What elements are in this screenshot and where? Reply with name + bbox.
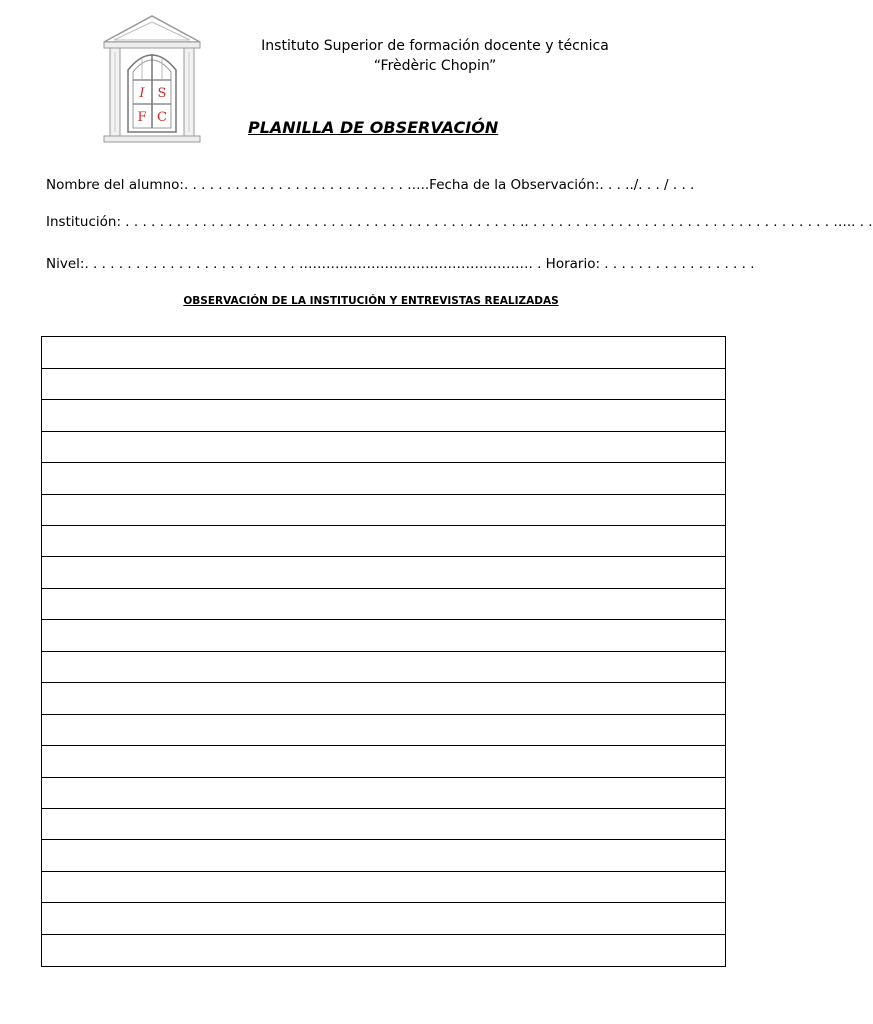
institute-logo: [100, 14, 204, 146]
table-row-line: [42, 682, 725, 683]
logo-letter-i: I: [139, 86, 145, 101]
institution-field[interactable]: Institución: . . . . . . . . . . . . . . . . . . . . . . . . . . . . . . . . . . . . . . . . . . . . . . .. . . . . . . . . . . . . . . . . . . . . . . . . . . . . . . . . . . . ….. . .: [46, 214, 873, 230]
table-row-line: [42, 399, 725, 400]
level-and-schedule-field[interactable]: Nivel:. . . . . . . . . . . . . . . . . . . . . . . . . ……………………………………………. . Horario: . . . . . . . . . . . . . . . . . .: [46, 256, 755, 272]
section-title: OBSERVACIÓN DE LA INSTITUCIÓN Y ENTREVISTAS REALIZADAS: [183, 295, 559, 307]
table-row-line: [42, 431, 725, 432]
institute-subtitle: “Frèdèric Chopin”: [373, 58, 497, 74]
table-row-line: [42, 619, 725, 620]
page-title: PLANILLA DE OBSERVACIÓN: [248, 118, 499, 137]
table-row-line: [42, 714, 725, 715]
table-row-line: [42, 588, 725, 589]
table-row-line: [42, 556, 725, 557]
observation-table: [41, 336, 726, 967]
table-row-line: [42, 462, 725, 463]
table-row-line: [42, 525, 725, 526]
table-row-line: [42, 494, 725, 495]
table-row-line: [42, 902, 725, 903]
logo-letter-f: F: [137, 110, 147, 125]
table-row-line: [42, 651, 725, 652]
institute-name: Instituto Superior de formación docente y técnica: [261, 38, 609, 54]
table-row-line: [42, 777, 725, 778]
table-row-line: [42, 839, 725, 840]
table-row-line: [42, 871, 725, 872]
table-row-line: [42, 745, 725, 746]
table-row-line: [42, 934, 725, 935]
table-row-line: [42, 368, 725, 369]
logo-letter-c: C: [157, 110, 167, 125]
student-and-date-field[interactable]: Nombre del alumno:. . . . . . . . . . . . . . . . . . . . . . . . . . …..Fecha de la Observación:. . . ../. . . / . . .: [46, 177, 695, 193]
logo-letter-s: S: [157, 86, 167, 101]
table-row-line: [42, 808, 725, 809]
